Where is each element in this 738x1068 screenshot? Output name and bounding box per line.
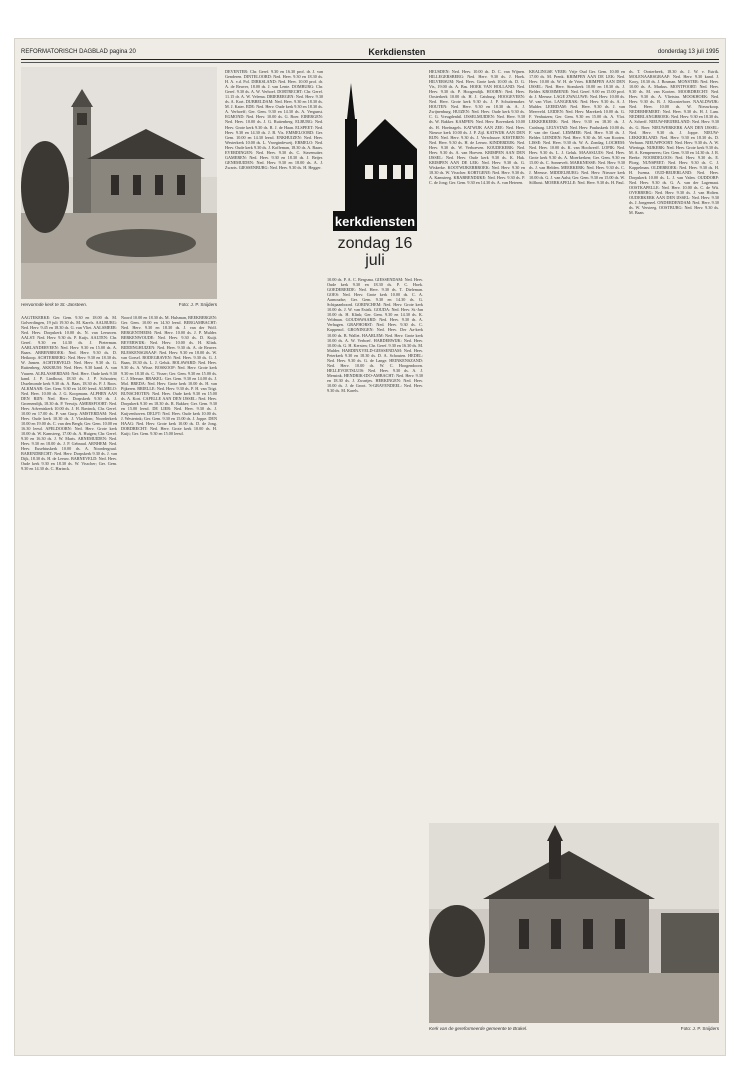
listing-column-7 <box>629 69 719 809</box>
column-7-text: ds. T. Oosterbeek, 18.30 ds. J. W. v. Estrik. MOLENAARSGRAAF: Ned. Herv. 9.30 kand. J. Kooy, 18.30 ds. J. Bosman. MONSTER: Ned. Herv. 10.00 ds. A. Markus. MONTFOORT: Ned. Herv. 9.30 ds. M. van Kooten. MOORDRECHT: Ned. Herv. 9.30 ds. A. Vlietstra. MOOKHOEK: Ned. Herv. 9.30 ds. B. J. Kloosterboer. NAALDWIJK: Ned. Herv. 10.00 ds. W. Nieuwkoop. NEDERHEMERT: Ned. Herv. 9.30 ds. H. J. Lam. NEDERLANGBROEK: Ned. Herv. 9.30 en 18.30 ds. A. Scherff. NIEUW-BEIJERLAND: Ned. Herv. 9.30 ds. G. Boer. NIEUWERKERK AAN DEN IJSSEL: Ned. Herv. 9.30 ds. J. Joppe. NIEUW-LEKKERLAND: Ned. Herv. 9.30 en 18.30 ds. D. Verbaan. NIEUWPOORT: Ned. Herv. 9.30 ds. A. W. Wieringa. NIJKERK: Ned. Herv. Grote kerk 9.30 ds. M. A. Kempeneers; Ger. Gem. 9.30 en 14.30 ds. J. R. Beeke. NOORDELOOS: Ned. Herv. 9.30 ds. E. Ploeg. NUNSPEET: Ned. Herv. 9.30 ds. C. J. Koppelman. OLDEBROEK: Ned. Herv. 9.30 ds. H. H. Iwema. OUD-BEIJERLAND: Ned. Herv. Dorpskerk 10.00 ds. L. J. van Valen. OUDDORP: Ned. Herv. 9.30 ds. G. A. van der Lagemaat. OOSTKAPELLE: Ned. Herv. 10.00 ds. C. de Wit. OVERBERG: Ned. Herv. 9.30 ds. J. van Holten. OUDERKERK AAN DEN IJSSEL: Ned. Herv. 9.30 ds. J. Jongeneel. ONDERDENDAM: Ned. Herv. 9.30 ds. W. Versteeg. OOSTBURG: Ned. Herv. 9.30 ds. M. Baan. <box>629 69 719 216</box>
header-section-title: Kerkdiensten <box>368 47 426 57</box>
photo-church-st-jansteen <box>21 67 217 299</box>
bottom-photo-caption-text: Kerk van de gereformeerde gemeente te Brakel. <box>429 1026 528 1031</box>
header-date: donderdag 13 juli 1995 <box>657 49 719 55</box>
listing-column-1 <box>21 315 117 1045</box>
listing-column-5 <box>429 69 525 809</box>
column-2-text: Noord 10.00 en 18.30 ds. M. Hulsman, BEEKBERGEN: Ger. Gem. 10.00 en 14.30 leesd. BERGAMBACHT: Ned. Herv. 9.30 en 18.30 ds. J. van der Wolf. BERGENTHEIM: Ned. Herv. 10.00 ds. J. P. Mulder. BERKENWOUDE: Ned. Herv. 9.30 ds. D. Kuijt. BEVERWIJK: Ned. Herv. 10.00 ds. H. Klink. BIDDINGHUIZEN: Ned. Herv. 9.30 ds. A. de Reuver. BLESKENSGRAAF: Ned. Herv. 9.30 en 18.00 ds. W. van Gorsel. BODEGRAVEN: Ned. Herv. 9.30 ds. G. J. Baan, 18.30 ds. L. J. Geluk. BOLSWARD: Ned. Herv. 9.30 ds. A. Wisse. BOSKOOP: Ned. Herv. Grote kerk 9.30 en 18.30 ds. C. Visser; Ger. Gem. 9.30 en 15.00 ds. C. J. Meeuse. BRAKEL: Ger. Gem. 9.30 en 14.00 ds. J. Mol. BREDA: Ned. Herv. Grote kerk 10.00 ds. H. van Pijkeren. BRIELLE: Ned. Herv. 9.30 ds. P. H. van Trigt. BUNSCHOTEN: Ned. Herv. Oude kerk 9.30 en 15.00 ds. A. Kort. CAPELLE AAN DEN IJSSEL: Ned. Herv. Dorpskerk 9.30 en 18.30 ds. R. Bakker; Ger. Gem. 9.30 en 15.00 leesd. DE LIER: Ned. Herv. 9.30 ds. J. Kuijvenhoven. DELFT: Ned. Herv. Oude kerk 10.00 ds. J. Westerink; Ger. Gem. 9.30 en 15.00 ds. J. Joppe. DEN HAAG: Ned. Herv. Grote kerk 10.00 ds. D. de Jong. DORDRECHT: Ned. Herv. Grote kerk 10.00 ds. H. Kuijt; Ger. Gem. 9.30 en 15.00 leesd. <box>121 315 217 437</box>
page-header <box>21 45 719 60</box>
feature-subtitle: zondag 16 juli <box>337 235 413 269</box>
column-5-text: HEUSDEN: Ned. Herv. 10.00 ds. D. C. van Wijnen. HILLEGERSBERG: Ned. Herv. 9.30 ds. J. Hoek. HILVERSUM: Ned. Herv. Grote kerk 10.00 ds. D. G. Vis, 19.00 ds. A. Bas. HOEK VAN HOLLAND: Ned. Herv. 9.30 ds. P. Hoogendijk. HOORN: Ned. Herv. Oosterkerk 10.00 ds. H. J. Catsburg. HOOGEVEEN: Ned. Herv. Grote kerk 9.30 ds. J. P. Schuitemaker. HOUTEN: Ned. Herv. 9.30 en 18.30 ds. A. J. Zwijnenburg. HUIZEN: Ned. Herv. Oude kerk 9.30 ds. C. G. Vreugdenhil. IJSSELMUIDEN: Ned. Herv. 9.30 ds. W. Bakker. KAMPEN: Ned. Herv. Bovenkerk 10.00 ds. H. Hoefnagels. KATWIJK AAN ZEE: Ned. Herv. Nieuwe kerk 10.00 ds. J. P. Zijl. KATWIJK AAN DEN RIJN: Ned. Herv. 9.30 ds. J. Verschuure. KESTEREN: Ned. Herv. 9.30 ds. H. de Leeuw. KINDERDIJK: Ned. Herv. 9.30 ds. W. Verhoeven. KOUDEKERK: Ned. Herv. 9.30 ds. A. van Hoeven. KRIMPEN AAN DEN IJSSEL: Ned. Herv. Oude kerk 9.30 ds. K. Hak. KRIMPEN AAN DE LEK: Ned. Herv. 9.30 ds. G. Wiskerke. KOOTWIJKERBROEK: Ned. Herv. 9.30 en 18.30 ds. W. Visscher. KORTGENE: Ned. Herv. 9.30 ds. A. Kamsteeg. KRABBENDIJKE: Ned. Herv. 9.30 ds. P. C. de Jong; Ger. Gem. 9.30 en 14.30 ds. A. van Heteren. <box>429 69 525 186</box>
newspaper-page <box>14 38 726 1056</box>
photo-church-brakel <box>429 823 719 1023</box>
top-photo-caption-text: Hervormde kerk te St.-Jansteen. <box>21 302 88 307</box>
bottom-photo-caption <box>429 1026 719 1031</box>
church-silhouette-icon <box>333 79 417 211</box>
top-photo-caption <box>21 302 217 307</box>
bottom-photo-credit: Foto: J. P. Snijders <box>680 1026 719 1031</box>
top-photo-credit: Foto: J. P. Snijders <box>178 302 217 307</box>
column-1-text: AAGTEKERKE: Ger. Gem. 9.30 en 18.00 ds. M. Golverdingen, 19 juli 19.30 ds. M. Karels. AALBURG: Ned. Herv. 9.45 en 18.30 ds. G. van Vliet. AALSMEER: Ned. Herv. Dorpskerk 10.00 ds. N. van Leeuwen. AALST: Ned. Herv. 9.30 ds. P. Kuijs. AALTEN: Chr. Geref. 9.30 en 14.30 ds. J. Pieterman. AARLANDERVEEN: Ned. Herv. 9.30 en 15.00 ds. A. Baars. ABBENBROEK: Ned. Herv. 9.30 ds. D. Heikoop. ACHTERBERG: Ned. Herv. 9.30 en 18.30 ds. W. Jansen. ACHTERVELD: Ned. Herv. 9.30 ds. G. Ruitenberg. AKKRUM: Ned. Herv. 9.30 kand. A. van Vuuren. ALBLASSERDAM: Ned. Herv. Oude kerk 9.30 kand. J. P. Lindhout, 18.30 ds. J. P. Schouten; IJsselmonde kerk 9.30 ds. A. Baas, 18.30 ds. P. J. Roos. ALKMAAR: Ger. Gem. 9.30 en 14.00 leesd. ALMELO: Ned. Herv. 10.00 ds. J. G. Koopmans. ALPHEN AAN DEN RIJN: Ned. Herv. Dorpskerk 9.30 ds. J. Groenendijk, 18.30 ds. P. Verwijs. AMERSFOORT: Ned. Herv. Adventskerk 10.00 ds. J. H. Bavinck, Chr. Geref. 10.00 en 17.00 ds. P. van Gurp. AMSTERDAM: Ned. Herv. Oude kerk 10.30 ds. J. Vlasblom; Noorderkerk 10.00 en 19.00 ds. C. van den Bergh; Ger. Gem. 10.00 en 16.30 leesd. APELDOORN: Ned. Herv. Grote kerk 10.00 ds. W. Kamsteeg, 17.00 ds. A. Huigen; Chr. Geref. 9.30 en 16.30 ds. J. W. Maris. ARNEMUIDEN: Ned. Herv. 9.30 en 18.00 ds. J. P. Gebraad. ARNHEM: Ned. Herv. Eusebiuskerk 10.00 ds. A. Noordergraaf. BARENDRECHT: Ned. Herv. Dorpskerk 9.30 ds. J. van Dijk, 18.30 ds. H. de Leeuw. BARNEVELD: Ned. Herv. Oude kerk 9.30 en 18.30 ds. W. Visscher; Ger. Gem. 9.30 en 14.30 ds. C. Harinck. <box>21 315 117 472</box>
column-4-text: 10.00 ds. P. A. C. Bergsma. GIESSENDAM: Ned. Herv. Oude kerk 9.30 en 18.30 ds. P. C. Hoek. GOEDEREEDE: Ned. Herv. 9.30 ds. T. Dieleman. GOES: Ned. Herv. Grote kerk 10.00 ds. C. A. Aarnoudse; Ger. Gem. 9.30 en 14.30 ds. G. Schipaanboord. GORINCHEM: Ned. Herv. Grote kerk 10.00 ds. J. W. van Estrik. GOUDA: Ned. Herv. St.-Jan 10.00 ds. H. Klink; Ger. Gem. 9.30 en 14.30 ds. K. Veldman. GOUDSWAARD: Ned. Herv. 9.30 ds. A. Verhagen. GRAFHORST: Ned. Herv. 9.30 ds. C. Koppenol. GRONINGEN: Ned. Herv. Der Aa-kerk 10.00 ds. B. Wallet. HAARLEM: Ned. Herv. Grote kerk 10.00 ds. A. W. Verhoef. HARDERWIJK: Ned. Herv. 10.00 ds. G. H. Kersten; Chr. Geref. 9.30 en 16.30 ds. M. Mulder. HARDINXVELD-GIESSENDAM: Ned. Herv. Peterkerk 9.30 en 18.30 ds. D. A. Schouten. HEDEL: Ned. Herv. 9.30 ds. G. de Lange. HEINKENSZAND: Ned. Herv. 10.00 ds. W. C. Hoogendoorn. HELLEVOETSLUIS: Ned. Herv. 9.30 ds. A. J. Mensink. HENDRIK-IDO-AMBACHT: Ned. Herv. 9.30 en 18.30 ds. J. Zwartjes. HERKINGEN: Ned. Herv. 10.00 ds. J. de Groot. 'S-GRAVENDEEL: Ned. Herv. 9.30 ds. M. Karels. <box>327 277 423 394</box>
column-6-text: KRALINGSE VEER: Vrije Oud Ger. Gem. 10.00 en 17.00 ds. M. Prenk. KRIMPEN AAN DE LEK: Ned. Herv. 10.00 ds. W. H. de Vries. KRIMPEN AAN DEN IJSSEL: Ned. Herv. Sionskerk 10.00 en 18.30 ds. J. Belder. KROMMENIE: Ned. Geref. 9.00 en 15.00 prof. dr. J. Meeuse. LAGE ZWALUWE: Ned. Herv. 10.00 ds. W. van Vliet. LANGERAK: Ned. Herv. 9.30 ds. A. J. Mulder. LEERDAM: Ned. Herv. 9.30 ds. J. van Meerveld. LEIDEN: Ned. Herv. Marekerk 10.00 ds. G. F. Venhuizen; Ger. Gem. 9.30 en 15.00 ds. A. Vlot. LEKKERKERK: Ned. Herv. 9.30 en 18.30 ds. J. Catsburg. LELYSTAD: Ned. Herv. Pauluskerk 10.00 ds. F. van der Graaf. LEMMER: Ned. Herv. 9.30 ds. J. Belder. LIENDEN: Ned. Herv. 9.30 ds. M. van Kooten. LISSE: Ned. Herv. 9.30 ds. W. A. Zondag. LOCHEM: Ned. Herv. 10.00 ds. K. van Hoolwerff. LOPIK: Ned. Herv. 9.30 ds. L. J. Geluk. MAASSLUIS: Ned. Herv. Grote kerk 9.30 ds. A. Moerkerken; Ger. Gem. 9.30 en 15.00 ds. C. Sonnevelt. MARKNESSE: Ned. Herv. 9.30 ds. J. van Helden. MEERKERK: Ned. Herv. 9.30 ds. C. J. Meeuse. MIDDELBURG: Ned. Herv. Nieuwe kerk 10.00 ds. G. J. van Aalst; Ger. Gem. 9.30 en 15.00 ds. W. Silfhout. MOERKAPELLE: Ned. Herv. 9.30 ds. H. Paul. <box>529 69 625 186</box>
listing-column-6 <box>529 69 625 809</box>
header-publication: REFORMATORISCH DAGBLAD pagina 20 <box>21 49 136 55</box>
feature-title: kerkdiensten <box>333 211 417 231</box>
column-3-text: DEVENTER: Chr. Geref. 9.30 en 16.30 prof. dr. J. van Genderen. DINTELOORD: Ned. Herv. 9.30 en 18.30 ds. H. A. v.d. Pol. DIRKSLAND: Ned. Herv. 10.00 prof. dr. A. de Reuver, 18.00 ds. J. van Lente. DOMBURG: Chr. Geref. 9.30 ds. A. W. Verhoef. DORTRECHT: Chr. Geref. 11.15 dr. A. W. Velema. DRIEBERGEN: Ned. Herv. 9.30 ds. A. Kort. DUBBELDAM: Ned. Herv. 9.30 en 18.30 ds. M. J. Kater. EDE: Ned. Herv. Oude kerk 9.30 en 18.30 ds. A. Verhoeff; Ger. Gem. 9.30 en 14.30 ds. A. Vergunst. EGMOND: Ned. Herv. 10.00 ds. G. Boer. EIBERGEN: Ned. Herv. 10.00 ds. J. G. Ruitenberg. ELBURG: Ned. Herv. Grote kerk 9.30 ds. R. J. de Haan. ELSPEET: Ned. Herv. 9.30 en 14.30 ds. J. B. Vis. EMMELOORD: Ger. Gem. 10.00 en 14.30 leesd. ENKHUIZEN: Ned. Herv. Westerkerk 10.00 ds. L. Vroegindeweij. ERMELO: Ned. Herv. Oude kerk 9.30 ds. J. Koffeman, 18.30 ds. A. Baars. EVERDINGEN: Ned. Herv. 9.30 ds. C. Stavenuiter. GAMEREN: Ned. Herv. 9.30 en 18.30 ds. J. Beijer. GENEMUIDEN: Ned. Herv. 9.30 en 18.00 ds. A. J. Zwarts. GIESSENBURG: Ned. Herv. 9.30 ds. H. Hegger. <box>225 69 323 170</box>
listing-column-4 <box>327 277 423 807</box>
listing-column-2 <box>121 315 217 1045</box>
header-rule <box>21 62 719 63</box>
listing-column-3 <box>225 69 323 1045</box>
